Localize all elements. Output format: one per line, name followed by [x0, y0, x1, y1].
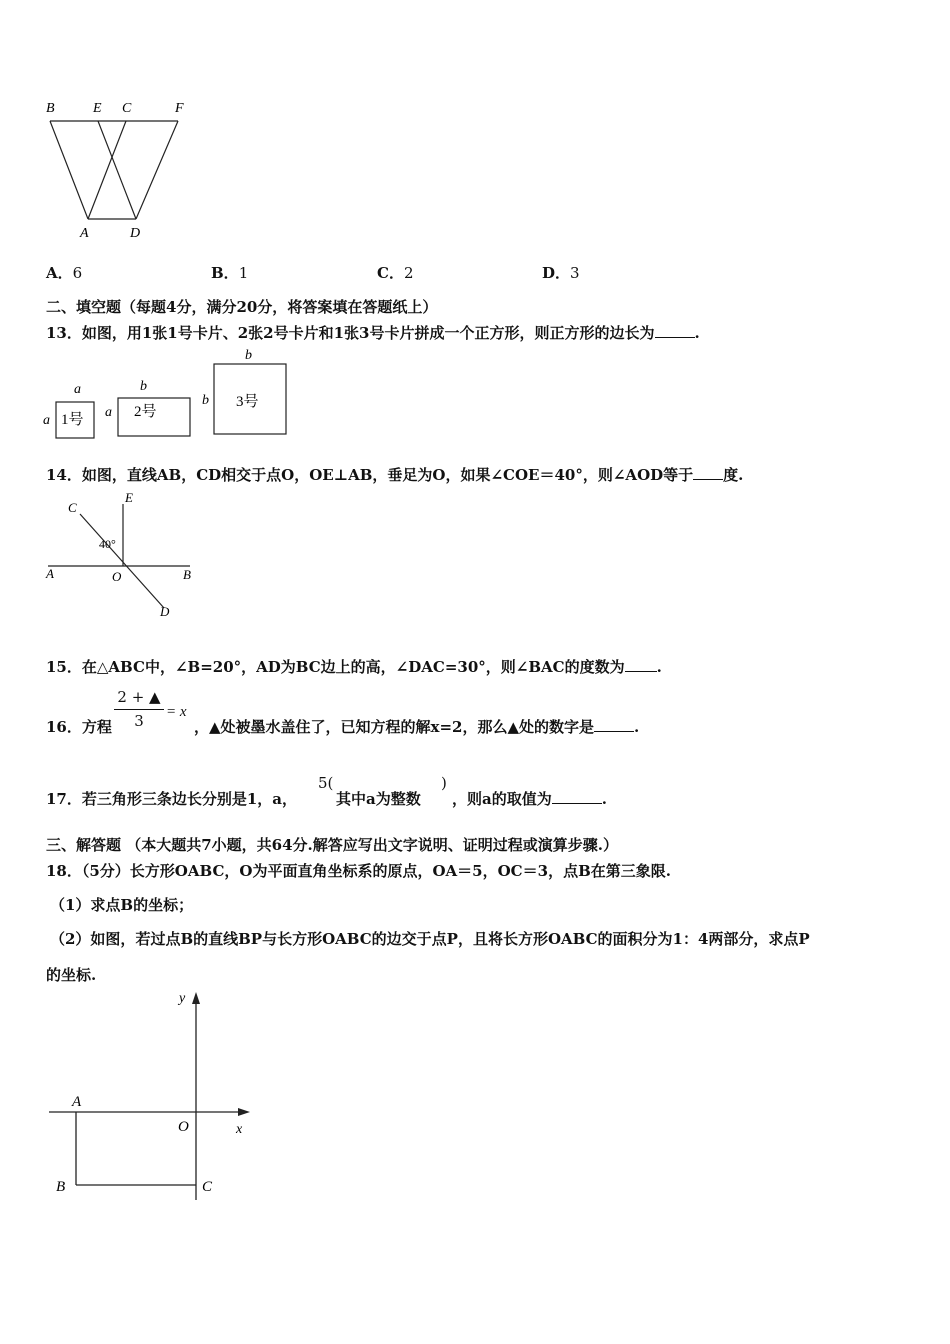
q13-end: .	[694, 324, 700, 342]
label-A: A	[80, 226, 89, 241]
fraction-numerator: 2 + ▲	[117, 688, 161, 706]
card1-top-label: a	[74, 382, 81, 397]
q18-part2-line2: 的坐标.	[46, 966, 97, 984]
q15-question: 15．在△ABC中，∠B=20°，AD为BC边上的高，∠DAC=30°，则∠BAC的度数为	[46, 658, 625, 676]
q18-intro: 18．（5分）长方形OABC，O为平面直角坐标系的原点，OA＝5，OC＝3，点B在第三象限.	[46, 862, 671, 880]
card2-side-label: a	[105, 405, 112, 420]
label-E: E	[125, 490, 133, 505]
q15-answer-blank	[625, 657, 657, 672]
q16-text	[194, 716, 639, 737]
label-B: B	[56, 1179, 66, 1195]
axis-x-label: x	[236, 1122, 243, 1137]
q16-end: .	[634, 718, 640, 736]
card2-top-label: b	[140, 379, 147, 394]
q13-question: 13．如图，用1张1号卡片、2张2号卡片和1张3号卡片拼成一个正方形，则正方形的边长为	[46, 324, 655, 342]
card3-label: 3号	[236, 394, 259, 410]
label-F: F	[175, 101, 184, 116]
section3-title: 三、解答题 （本大题共7小题，共64分.解答应写出文字说明、证明过程或演算步骤.）	[46, 836, 618, 854]
q17-five: 5(	[318, 774, 334, 792]
option-d-letter: D．	[542, 264, 571, 282]
card3-side-label: b	[202, 393, 209, 408]
q13-text	[46, 322, 700, 343]
label-O: O	[112, 569, 122, 584]
label-B: B	[183, 567, 191, 582]
q18-coordinate-figure	[40, 986, 270, 1208]
q16-fraction	[114, 688, 164, 730]
option-b-letter: B．	[211, 264, 239, 282]
option-c-letter: C．	[377, 264, 404, 282]
angle-40-label: 40°	[99, 537, 116, 551]
card1-side-label: a	[43, 413, 50, 428]
q17-close: )	[441, 774, 447, 792]
option-d	[542, 262, 580, 283]
q17-end: .	[601, 790, 607, 808]
fraction-denominator: 3	[134, 712, 144, 730]
option-d-value: 3	[570, 264, 580, 282]
label-C: C	[68, 500, 77, 515]
q18-part1: （1）求点B的坐标；	[50, 896, 194, 914]
q12-trapezoid-figure	[40, 95, 200, 245]
q17-middle: 其中a为整数	[336, 790, 421, 808]
q14-angle-figure	[40, 490, 210, 620]
q16-question: ，▲处被墨水盖住了，已知方程的解x=2，那么▲处的数字是	[194, 718, 595, 736]
axis-y-label: y	[179, 991, 186, 1006]
q17-text	[452, 788, 607, 809]
q15-text	[46, 656, 662, 677]
q16-rhs: = x	[166, 704, 187, 720]
label-C: C	[202, 1179, 213, 1195]
x-axis-arrow-icon	[238, 1108, 250, 1116]
label-A: A	[46, 566, 54, 581]
option-b	[211, 262, 248, 283]
q16-answer-blank	[594, 717, 634, 732]
option-b-value: 1	[238, 264, 249, 282]
label-C: C	[122, 101, 132, 116]
q17-question: ，则a的取值为	[452, 790, 552, 808]
q16-prefix: 16．方程	[46, 718, 112, 736]
q13-answer-blank	[655, 323, 695, 338]
q14-text	[46, 464, 743, 485]
fraction-bar	[114, 709, 164, 710]
label-E: E	[93, 101, 102, 116]
q15-end: .	[656, 658, 662, 676]
q17-answer-blank	[552, 789, 602, 804]
section2-title: 二、填空题（每题4分，满分20分，将答案填在答题纸上）	[46, 298, 438, 316]
q17-prefix: 17．若三角形三条边长分别是1，a，	[46, 790, 298, 808]
option-a	[46, 262, 82, 283]
q14-answer-blank	[693, 465, 723, 480]
label-A: A	[72, 1094, 82, 1110]
origin-O-label: O	[178, 1119, 189, 1135]
q18-part2-line1: （2）如图，若过点B的直线BP与长方形OABC的边交于点P，且将长方形OABC的面积分为1：4两部分，求点P	[50, 930, 810, 948]
option-c-value: 2	[403, 264, 414, 282]
label-B: B	[46, 101, 55, 116]
card3-top-label: b	[245, 348, 252, 363]
option-a-value: 6	[72, 264, 83, 282]
q14-question: 14．如图，直线AB，CD相交于点O，OE⊥AB，垂足为O，如果∠COE＝40°，则∠AOD等于	[46, 466, 694, 484]
option-a-letter: A．	[46, 264, 73, 282]
q14-end: 度.	[723, 466, 744, 484]
label-D: D	[130, 226, 141, 241]
card2-label: 2号	[134, 404, 157, 420]
y-axis-arrow-icon	[192, 992, 200, 1004]
q13-cards-figure	[40, 346, 300, 442]
card1-label: 1号	[61, 412, 84, 428]
label-D: D	[160, 604, 170, 619]
option-c	[377, 262, 414, 283]
